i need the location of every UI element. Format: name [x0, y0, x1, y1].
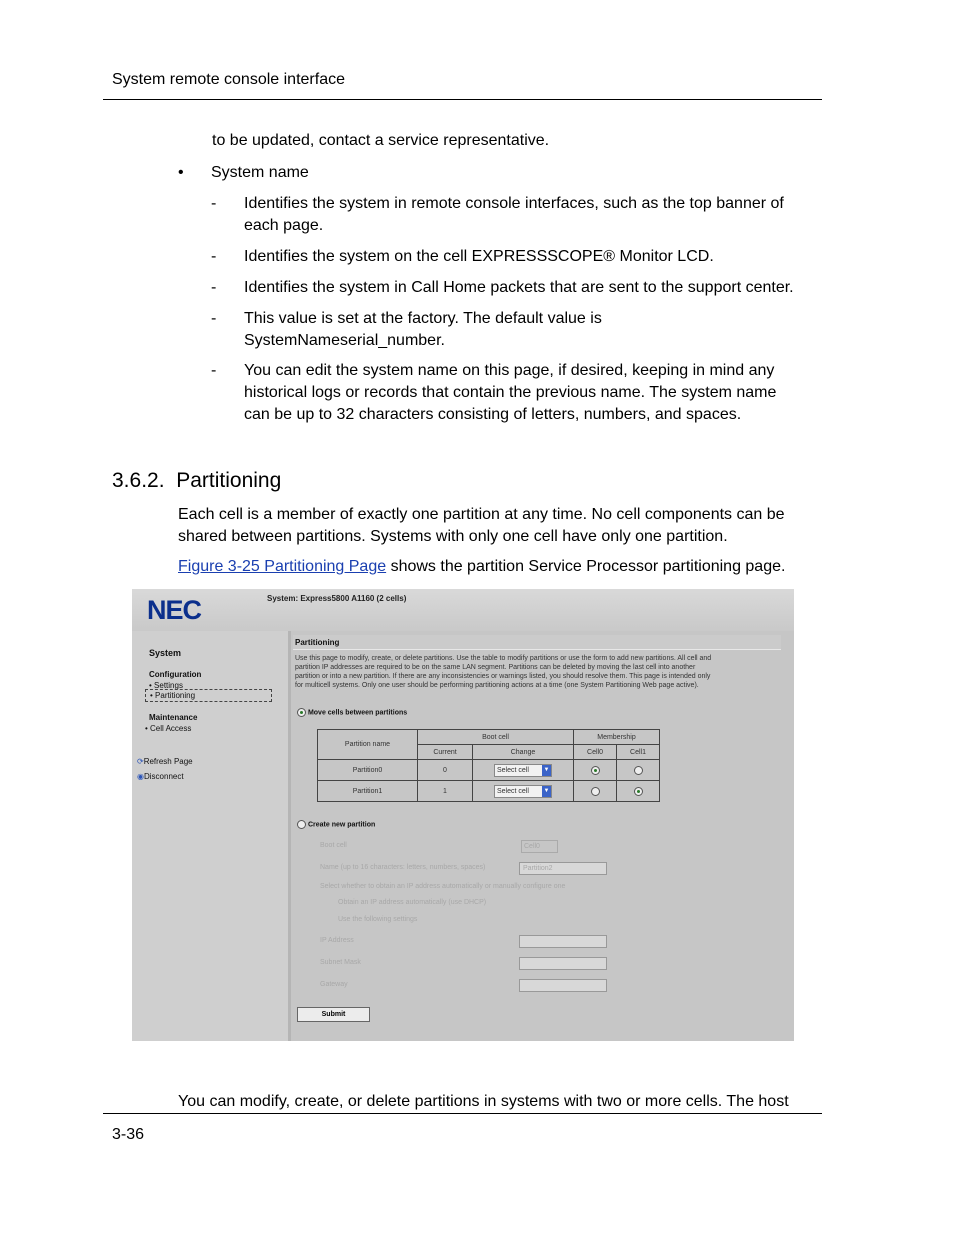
submit-button[interactable]: Submit [297, 1007, 370, 1022]
partition-name: Partition0 [318, 760, 418, 781]
current-boot: 1 [418, 781, 473, 802]
intro-line: Use this page to modify, create, or delete partitions. Use the table to modify partitions or use the form to add new partitions. All cell and [295, 655, 712, 662]
partition-name-label: Name (up to 16 characters: letters, numbers, spaces) [320, 864, 486, 871]
paragraph-line: You can modify, create, or delete partitions in systems with two or more cells. The host [178, 1093, 789, 1110]
gateway-label: Gateway [320, 981, 348, 988]
panel-header [293, 635, 781, 650]
col-change: Change [473, 745, 574, 760]
nav-configuration[interactable]: Configuration [149, 670, 202, 679]
refresh-icon: ⟳ [137, 757, 144, 766]
system-label: System: Express5800 A1160 (2 cells) [267, 594, 407, 603]
refresh-link[interactable]: ⟳Refresh Page [137, 757, 193, 766]
dash-item: Identifies the system on the cell EXPRESSSCOPE® Monitor LCD. [244, 248, 714, 265]
footer-rule [103, 1113, 822, 1114]
partition-name: Partition1 [318, 781, 418, 802]
static-option[interactable]: Use the following settings [338, 916, 418, 923]
col-cell0: Cell0 [574, 745, 617, 760]
cell1-radio[interactable] [634, 766, 643, 775]
move-cells-radio[interactable] [297, 708, 306, 717]
dash-item-cont: each page. [244, 217, 324, 234]
nav-maintenance[interactable]: Maintenance [149, 713, 198, 722]
nav-settings[interactable]: • Settings [149, 681, 183, 690]
disconnect-icon: ◉ [137, 772, 144, 781]
current-boot: 0 [418, 760, 473, 781]
create-partition-option[interactable]: Create new partition [297, 820, 375, 829]
dash-item-cont: historical logs or records that contain the previous name. The system name [244, 384, 777, 401]
continuation-text: to be updated, contact a service representative. [212, 132, 550, 149]
section-heading: 3.6.2. Partitioning [112, 469, 282, 492]
partitioning-screenshot [132, 589, 794, 1041]
col-cell1: Cell1 [617, 745, 660, 760]
paragraph-line: shared between partitions. Systems with only one cell have only one partition. [178, 528, 728, 545]
nav-cell-access[interactable]: • Cell Access [145, 724, 192, 733]
intro-line: for multicell systems. Only one user should be performing partitioning actions at a time (one System Partitioning Web page active). [295, 682, 699, 689]
cell1-radio[interactable] [634, 787, 643, 796]
cell0-radio[interactable] [591, 787, 600, 796]
figure-link[interactable]: Figure 3-25 Partitioning Page [178, 558, 387, 575]
boot-cell-select[interactable]: Select cell ▼ [494, 785, 552, 798]
bullet-dot: • [178, 164, 184, 181]
boot-cell-label: Boot cell [320, 842, 347, 849]
page-number: 3-36 [112, 1126, 145, 1143]
boot-cell-select[interactable]: Select cell ▼ [494, 764, 552, 777]
disconnect-link[interactable]: ◉Disconnect [137, 772, 184, 781]
cell0-radio[interactable] [591, 766, 600, 775]
nav-partitioning-active[interactable]: • Partitioning [145, 689, 272, 702]
col-partition-name: Partition name [318, 730, 418, 760]
header-rule [103, 99, 822, 100]
partition-table [317, 729, 660, 802]
col-boot-cell: Boot cell [418, 730, 574, 745]
dash-item: You can edit the system name on this page, if desired, keeping in mind any [244, 362, 775, 379]
dash-item: Identifies the system in remote console interfaces, such as the top banner of [244, 195, 784, 212]
chevron-down-icon: ▼ [542, 786, 551, 797]
main-panel [291, 631, 794, 1041]
figure-reference-text: shows the partition Service Processor partitioning page. [386, 558, 786, 575]
dash-item: Identifies the system in Call Home packets that are sent to the support center. [244, 279, 794, 296]
bullet-system-name: System name [211, 164, 309, 181]
banner [132, 589, 794, 631]
create-partition-radio[interactable] [297, 820, 306, 829]
table-row [318, 781, 660, 802]
paragraph-line: Each cell is a member of exactly one partition at any time. No cell components can be [178, 506, 785, 523]
col-membership: Membership [574, 730, 660, 745]
running-header: System remote console interface [112, 71, 345, 88]
dash-item: This value is set at the factory. The default value is [244, 310, 602, 327]
subnet-label: Subnet Mask [320, 959, 361, 966]
dhcp-option[interactable]: Obtain an IP address automatically (use DHCP) [338, 899, 487, 906]
gateway-input[interactable] [519, 979, 607, 992]
nec-logo: NEC [147, 595, 202, 625]
boot-cell-dropdown[interactable]: Cell0 [521, 840, 558, 853]
move-cells-option[interactable]: Move cells between partitions [297, 708, 407, 717]
panel-title: Partitioning [295, 638, 340, 647]
dash-item-cont: can be up to 32 characters consisting of letters, numbers, and spaces. [244, 406, 742, 423]
intro-line: partition IP addresses are required to be on the same LAN segment. Partitions can be deleted by moving the last cell into another [295, 664, 696, 671]
intro-line: partition or into a new partition. If there are any inconsistencies or warnings listed, you should resolve them. This page is intended only [295, 673, 711, 680]
sidebar [132, 631, 291, 1041]
chevron-down-icon: ▼ [542, 765, 551, 776]
ip-mode-label: Select whether to obtain an IP address automatically or manually configure one [320, 883, 566, 890]
figure-reference-paragraph [178, 556, 785, 578]
ip-address-input[interactable] [519, 935, 607, 948]
dash-item-cont: SystemNameserial_number. [244, 332, 445, 349]
table-row [318, 760, 660, 781]
partition-name-input[interactable]: Partition2 [519, 862, 607, 875]
ip-address-label: IP Address [320, 937, 354, 944]
subnet-input[interactable] [519, 957, 607, 970]
nav-system[interactable]: System [149, 648, 182, 658]
col-current: Current [418, 745, 473, 760]
